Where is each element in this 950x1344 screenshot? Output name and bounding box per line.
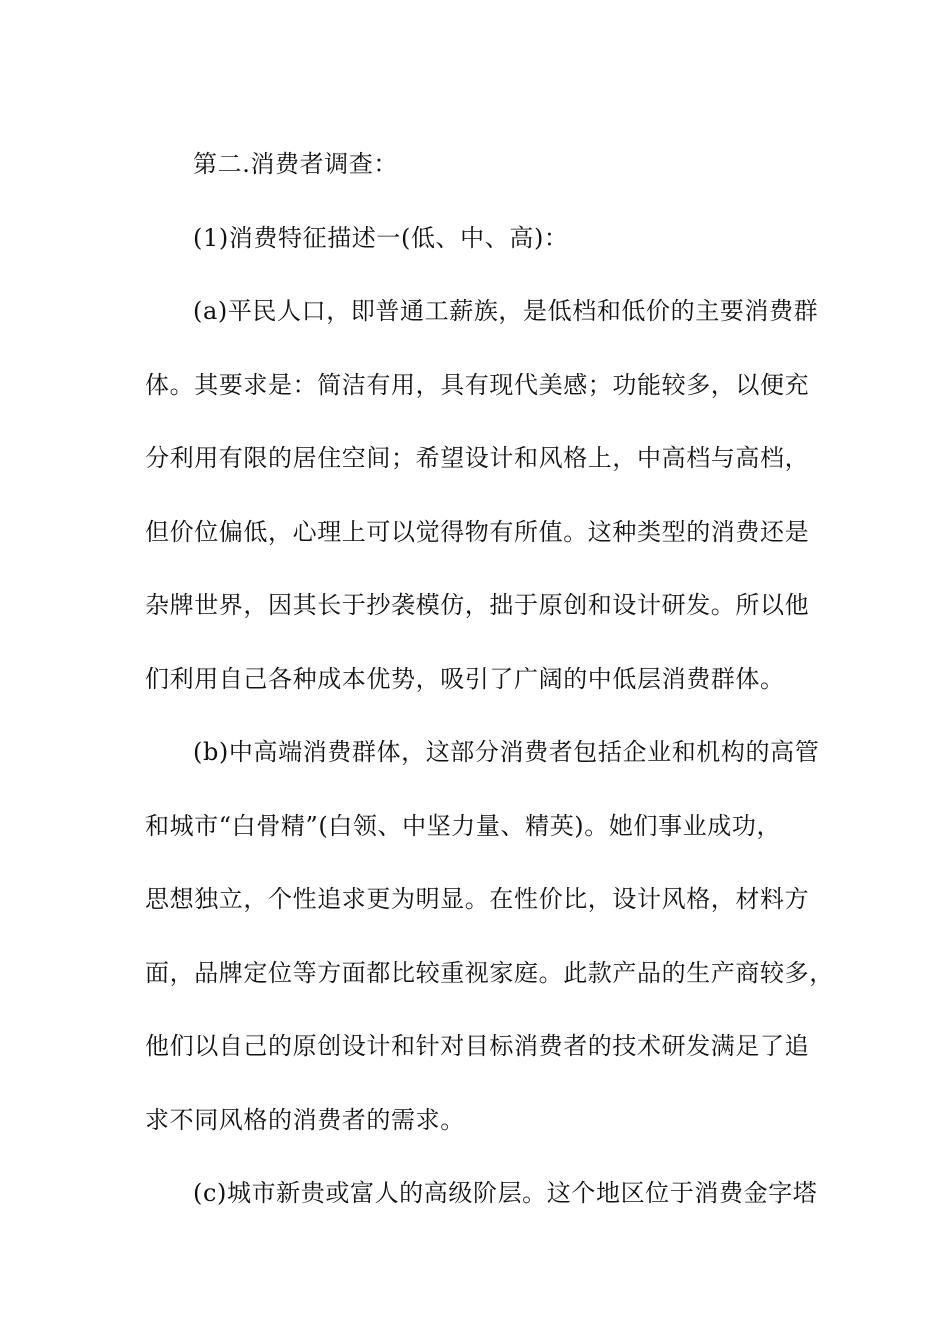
- paragraph-b: [145, 716, 834, 1157]
- document-body: [145, 128, 834, 1231]
- paragraph-c: [145, 1157, 825, 1231]
- text-line: 第二.消费者调查：: [193, 150, 399, 178]
- text-line: (c)城市新贵或富人的高级阶层。这个地区位于消费金字塔: [193, 1179, 818, 1207]
- text-line: 他们以自己的原创设计和针对目标消费者的技术研发满足了追: [145, 1032, 810, 1060]
- text-line: (b)中高端消费群体，这部分消费者包括企业和机构的高管: [193, 738, 820, 766]
- text-line: 思想独立，个性追求更为明显。在性价比，设计风格，材料方: [145, 885, 810, 913]
- text-line: (1)消费特征描述一(低、中、高)：: [193, 223, 569, 252]
- section-heading: [145, 128, 825, 202]
- text-line: 求不同风格的消费者的需求。: [145, 1105, 465, 1134]
- text-line: 分利用有限的居住空间；希望设计和风格上，中高档与高档，: [145, 444, 810, 472]
- text-line: 和城市“白骨精”(白领、中坚力量、精英)。她们事业成功，: [145, 811, 782, 840]
- text-line: 但价位偏低，心理上可以觉得物有所值。这种类型的消费还是: [145, 517, 810, 546]
- text-line: 杂牌世界，因其长于抄袭模仿，拙于原创和设计研发。所以他: [145, 591, 810, 619]
- text-line: (a)平民人口，即普通工薪族，是低档和低价的主要消费群: [193, 297, 819, 325]
- text-line: 们利用自己各种成本优势，吸引了广阔的中低层消费群体。: [145, 664, 785, 693]
- text-line: 面，品牌定位等方面都比较重视家庭。此款产品的生产商较多，: [145, 958, 834, 987]
- subsection-heading: [145, 202, 825, 276]
- text-line: 体。其要求是：简洁有用，具有现代美感；功能较多，以便充: [145, 370, 810, 399]
- paragraph-a: [145, 275, 825, 716]
